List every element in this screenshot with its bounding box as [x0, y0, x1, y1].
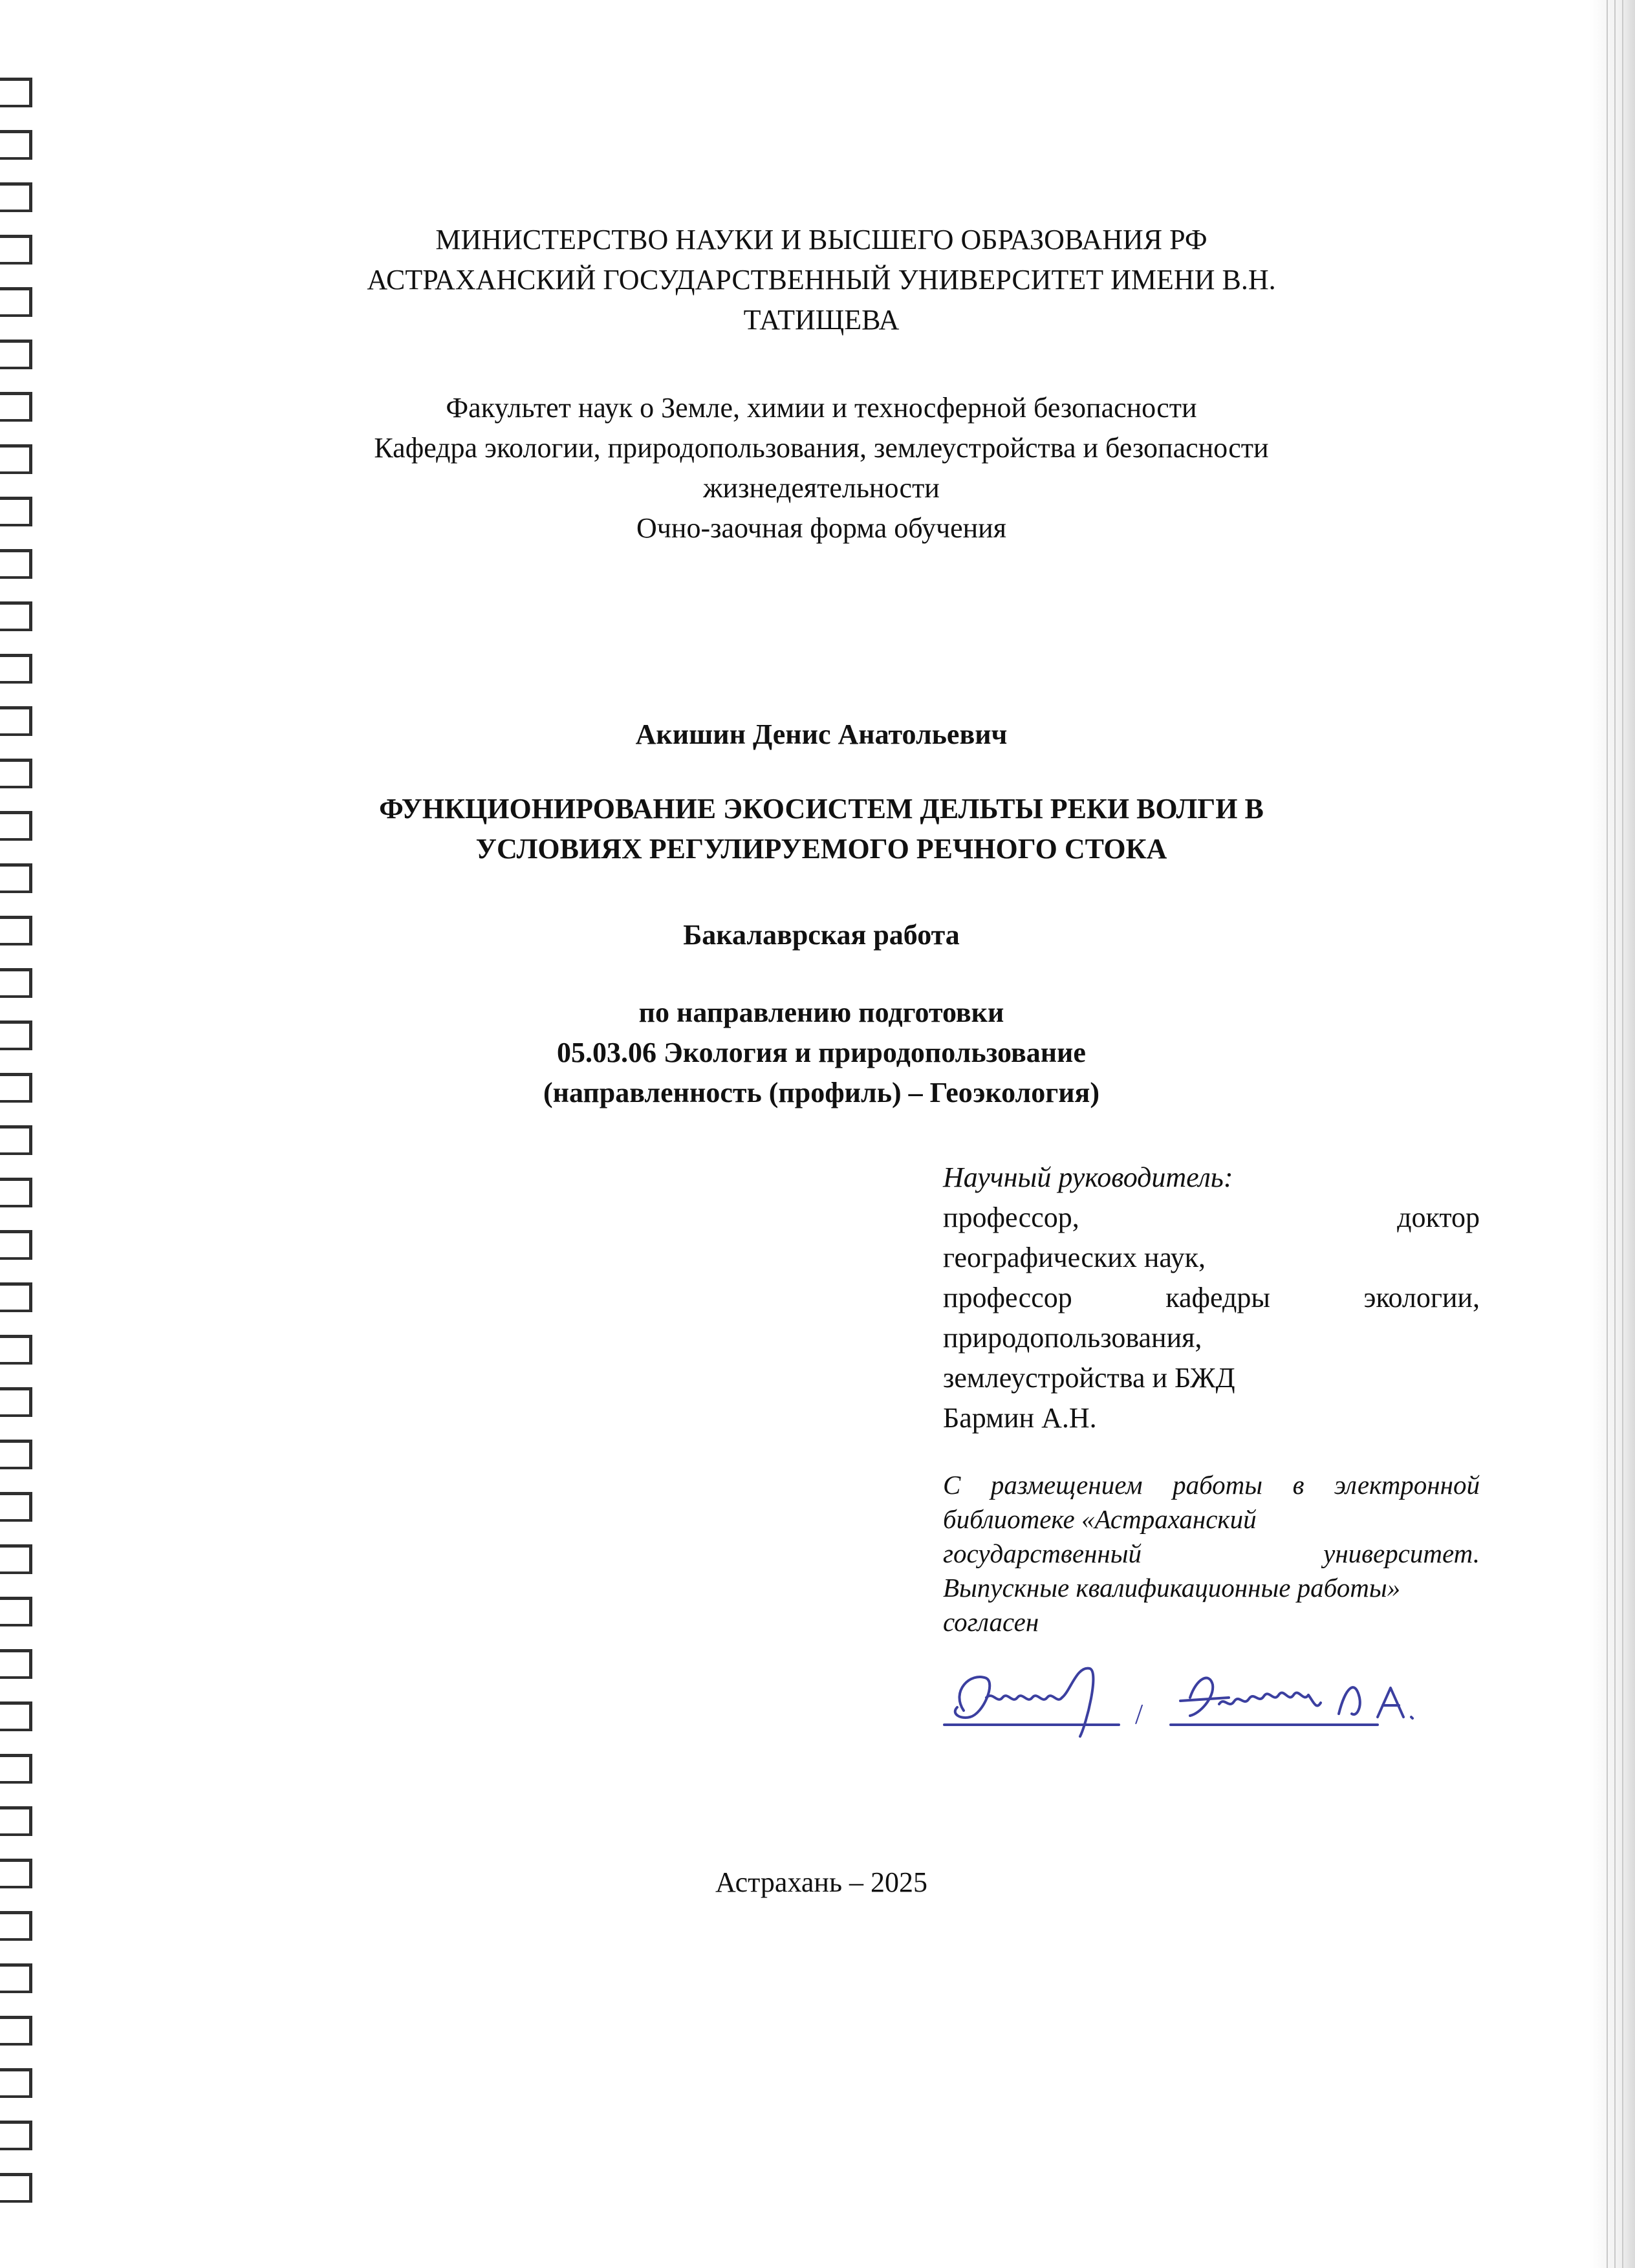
binding-hole: [0, 287, 32, 317]
work-type: Бакалаврская работа: [683, 919, 960, 951]
binding-hole: [0, 497, 32, 526]
binding-hole: [0, 340, 32, 369]
supervisor-line2: географических наук,: [943, 1242, 1206, 1273]
consent-word: университет.: [1323, 1539, 1480, 1568]
binding-hole: [0, 392, 32, 422]
binding-hole: [0, 2121, 32, 2150]
consent-block: [943, 1468, 1480, 1639]
binding-hole: [0, 1387, 32, 1417]
binding-hole: [0, 706, 32, 736]
consent-line2: библиотеке «Астраханский: [943, 1504, 1257, 1534]
page-edge: [1590, 0, 1635, 2268]
binding-hole: [0, 1282, 32, 1312]
supervisor-word: доктор: [1397, 1202, 1480, 1233]
department-name-line1: Кафедра экологии, природопользования, землеустройства и безопасности: [374, 432, 1269, 464]
study-form: Очно-заочная форма обучения: [636, 512, 1006, 544]
supervisor-line3: [943, 1278, 1480, 1318]
binding-hole: [0, 1440, 32, 1469]
consent-line1: [943, 1468, 1480, 1502]
signature-drawing: [925, 1652, 1429, 1740]
supervisor-block: [943, 1158, 1480, 1438]
supervisor-name: Бармин А.Н.: [943, 1402, 1097, 1434]
consent-line4: Выпускные квалификационные работы»: [943, 1573, 1401, 1603]
direction-label: по направлению подготовки: [638, 997, 1004, 1028]
city-year: Астрахань – 2025: [715, 1866, 928, 1898]
binding-hole: [0, 1911, 32, 1941]
thesis-title-line2: УСЛОВИЯХ РЕГУЛИРУЕМОГО РЕЧНОГО СТОКА: [475, 833, 1167, 865]
thesis-title-block: [194, 789, 1449, 869]
supervisor-line4: природопользования,: [943, 1322, 1202, 1354]
binding-holes: [0, 0, 45, 2268]
binding-hole: [0, 1544, 32, 1574]
supervisor-word: кафедры: [1165, 1282, 1270, 1313]
binding-hole: [0, 1597, 32, 1626]
binding-hole: [0, 2068, 32, 2098]
direction-code: 05.03.06 Экология и природопользование: [557, 1037, 1086, 1068]
direction-block: [194, 993, 1449, 1113]
binding-hole: [0, 916, 32, 945]
author-name: Акишин Денис Анатольевич: [635, 718, 1008, 750]
consent-line5: согласен: [943, 1607, 1039, 1637]
thesis-title-line1: ФУНКЦИОНИРОВАНИЕ ЭКОСИСТЕМ ДЕЛЬТЫ РЕКИ ВОЛГИ В: [379, 793, 1264, 825]
university-name-line1: АСТРАХАНСКИЙ ГОСУДАРСТВЕННЫЙ УНИВЕРСИТЕТ ИМЕНИ В.Н.: [367, 264, 1276, 296]
binding-hole: [0, 1806, 32, 1836]
binding-hole: [0, 444, 32, 474]
binding-hole: [0, 1492, 32, 1522]
ministry-name: МИНИСТЕРСТВО НАУКИ И ВЫСШЕГО ОБРАЗОВАНИЯ РФ: [435, 224, 1207, 255]
binding-hole: [0, 968, 32, 998]
consent-word: С: [943, 1470, 961, 1500]
binding-hole: [0, 601, 32, 631]
direction-profile: (направленность (профиль) – Геоэкология): [543, 1077, 1100, 1108]
supervisor-line5: землеустройства и БЖД: [943, 1362, 1235, 1394]
binding-hole: [0, 1178, 32, 1207]
binding-hole: [0, 1125, 32, 1155]
consent-word: работы: [1173, 1470, 1263, 1500]
signature-separator: /: [1135, 1698, 1143, 1730]
page-edge-line: [1614, 0, 1616, 2268]
supervisor-line1: [943, 1198, 1480, 1238]
supervisor-word: профессор: [943, 1282, 1072, 1313]
header-block: [194, 220, 1449, 340]
university-name-line2: ТАТИЩЕВА: [743, 304, 900, 336]
binding-hole: [0, 130, 32, 160]
binding-hole: [0, 863, 32, 893]
binding-hole: [0, 1754, 32, 1784]
department-name-line2: жизнедеятельности: [703, 472, 940, 504]
binding-hole: [0, 2173, 32, 2203]
author-block: [194, 715, 1449, 755]
binding-hole: [0, 182, 32, 212]
binding-hole: [0, 1859, 32, 1888]
supervisor-word: экологии,: [1363, 1282, 1480, 1313]
binding-hole: [0, 1649, 32, 1679]
faculty-block: [194, 388, 1449, 548]
binding-hole: [0, 2016, 32, 2046]
consent-word: размещением: [990, 1470, 1143, 1500]
consent-word: государственный: [943, 1539, 1142, 1568]
binding-hole: [0, 1230, 32, 1260]
binding-hole: [0, 759, 32, 788]
supervisor-label: Научный руководитель:: [943, 1161, 1233, 1193]
binding-hole: [0, 1963, 32, 1993]
binding-hole: [0, 811, 32, 841]
page-edge-line: [1622, 0, 1623, 2268]
supervisor-word: профессор,: [943, 1202, 1079, 1233]
consent-word: электронной: [1334, 1470, 1480, 1500]
binding-hole: [0, 654, 32, 684]
binding-hole: [0, 1073, 32, 1103]
signature: [925, 1652, 1429, 1740]
binding-hole: [0, 235, 32, 265]
binding-hole: [0, 1335, 32, 1365]
binding-hole: [0, 549, 32, 579]
faculty-name: Факультет наук о Земле, химии и техносферной безопасности: [446, 392, 1197, 424]
binding-hole: [0, 78, 32, 107]
binding-hole: [0, 1021, 32, 1050]
work-type-block: [194, 915, 1449, 955]
consent-word: в: [1292, 1470, 1305, 1500]
consent-line3: [943, 1537, 1480, 1571]
page-edge-line: [1607, 0, 1608, 2268]
binding-hole: [0, 1701, 32, 1731]
